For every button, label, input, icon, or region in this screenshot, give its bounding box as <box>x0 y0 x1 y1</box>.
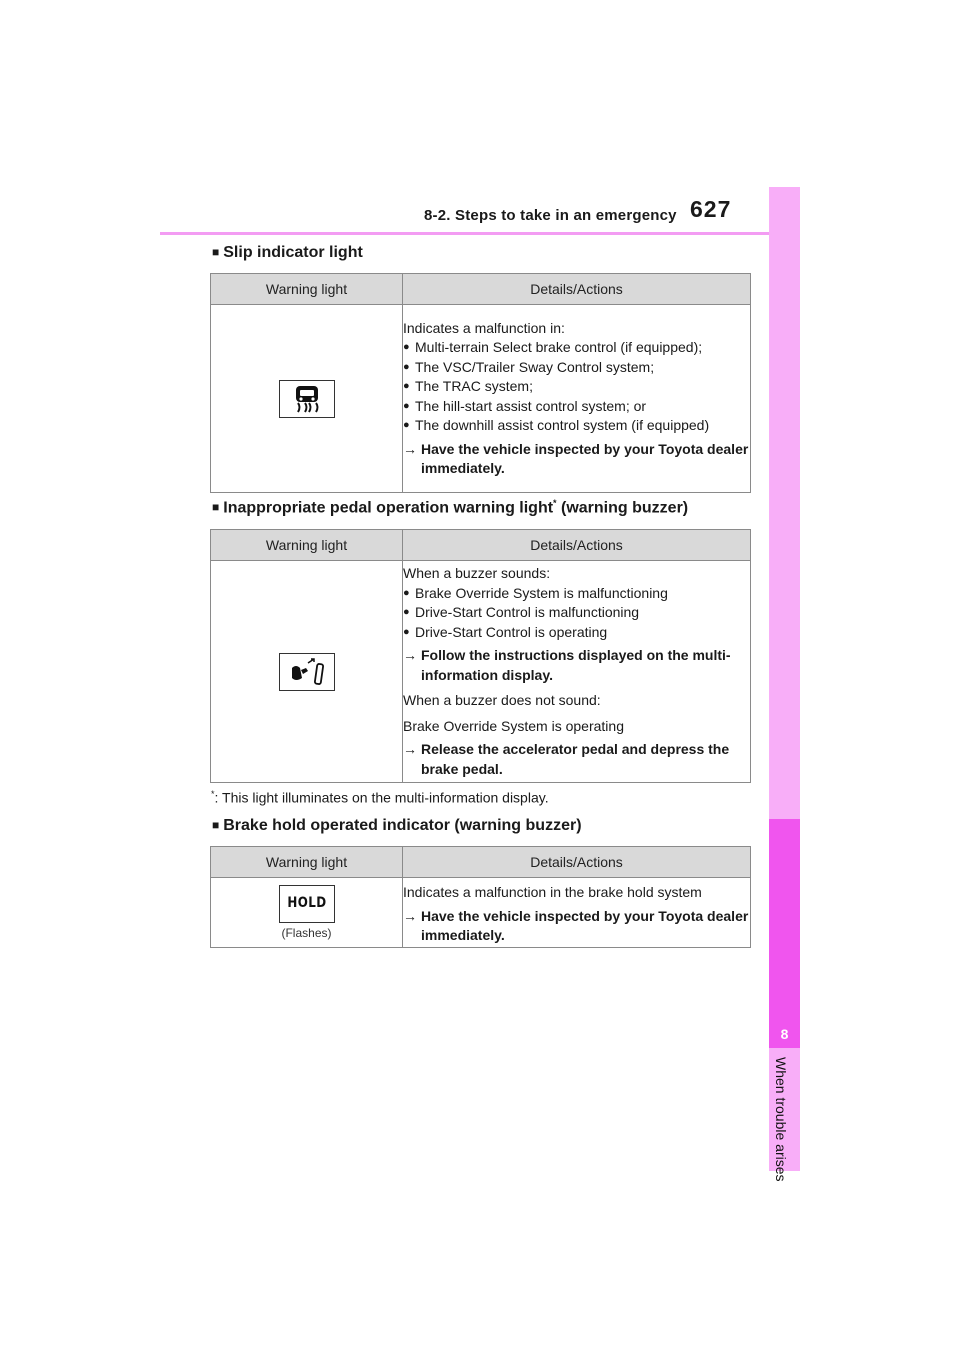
column-header-details: Details/Actions <box>403 530 751 561</box>
slip-indicator-table <box>210 273 751 493</box>
brake-hold-icon <box>279 885 335 923</box>
side-tab <box>769 187 800 1182</box>
column-header-details: Details/Actions <box>403 274 751 305</box>
list-item: ● The hill-start assist control system; or <box>403 397 750 417</box>
list-item: ● Drive-Start Control is malfunctioning <box>403 603 750 623</box>
section-heading-suffix: (warning buzzer) <box>556 499 689 517</box>
table-row <box>211 878 751 948</box>
icon-caption: (Flashes) <box>281 926 332 940</box>
column-header-warning-light: Warning light <box>211 847 403 878</box>
table-row <box>211 305 751 493</box>
list-item: ● The TRAC system; <box>403 377 750 397</box>
footnote-mark: * <box>553 498 557 508</box>
section-heading-brake-hold <box>212 817 582 835</box>
details-cell <box>403 561 751 783</box>
warning-light-cell <box>211 878 403 948</box>
action-text: → Have the vehicle inspected by your Toyota dealer immediately. <box>403 440 750 479</box>
table-row <box>211 561 751 783</box>
column-header-details: Details/Actions <box>403 847 751 878</box>
warning-light-cell <box>211 305 403 493</box>
pedal-operation-icon <box>279 653 335 691</box>
side-tab-number-block <box>769 819 800 1048</box>
column-header-warning-light: Warning light <box>211 274 403 305</box>
details-intro-2: When a buzzer does not sound: <box>403 692 601 708</box>
details-cell <box>403 878 751 948</box>
list-item: ● Drive-Start Control is operating <box>403 623 750 643</box>
chapter-label: When trouble arises <box>773 1057 789 1182</box>
section-heading-text: Inappropriate pedal operation warning light <box>223 499 554 517</box>
table-header-row <box>211 847 751 878</box>
table-header-row <box>211 274 751 305</box>
brake-hold-table <box>210 846 751 948</box>
header-rule <box>160 232 770 235</box>
list-item: ● Multi-terrain Select brake control (if equipped); <box>403 338 750 358</box>
details-intro: Indicates a malfunction in: <box>403 319 565 336</box>
details-cell <box>403 305 751 493</box>
section-heading-text: Slip indicator light <box>223 244 363 261</box>
action-text: → Follow the instructions displayed on the multi-information display. <box>403 646 750 685</box>
section-heading-pedal <box>212 498 688 517</box>
section-bullet: ■ <box>212 245 220 259</box>
footnote <box>211 789 549 806</box>
section-heading-text: Brake hold operated indicator (warning buzzer) <box>223 817 582 834</box>
brake-hold-icon-text: HOLD <box>286 895 327 911</box>
list-item: ● Brake Override System is malfunctioning <box>403 584 750 604</box>
footnote-mark: * <box>211 789 215 799</box>
chapter-number: 8 <box>780 1026 789 1042</box>
details-intro: Indicates a malfunction in the brake hold system <box>403 884 702 901</box>
header-title: 8-2. Steps to take in an emergency <box>424 207 677 224</box>
details-intro: When a buzzer sounds: <box>403 565 551 581</box>
section-heading-slip <box>212 244 363 262</box>
column-header-warning-light: Warning light <box>211 530 403 561</box>
list-item: ● The downhill assist control system (if equipped) <box>403 416 750 436</box>
warning-light-cell <box>211 561 403 783</box>
table-header-row <box>211 530 751 561</box>
section-bullet: ■ <box>212 818 220 832</box>
footnote-text: : This light illuminates on the multi-information display. <box>214 789 549 806</box>
action-text: → Have the vehicle inspected by your Toyota dealer immediately. <box>403 907 750 946</box>
details-text-2: Brake Override System is operating <box>403 717 624 734</box>
action-text-2: → Release the accelerator pedal and depress the brake pedal. <box>403 740 750 779</box>
section-bullet: ■ <box>212 500 220 515</box>
page-number: 627 <box>690 196 732 222</box>
slip-indicator-icon <box>279 380 335 418</box>
list-item: ● The VSC/Trailer Sway Control system; <box>403 358 750 378</box>
pedal-operation-table <box>210 529 751 783</box>
